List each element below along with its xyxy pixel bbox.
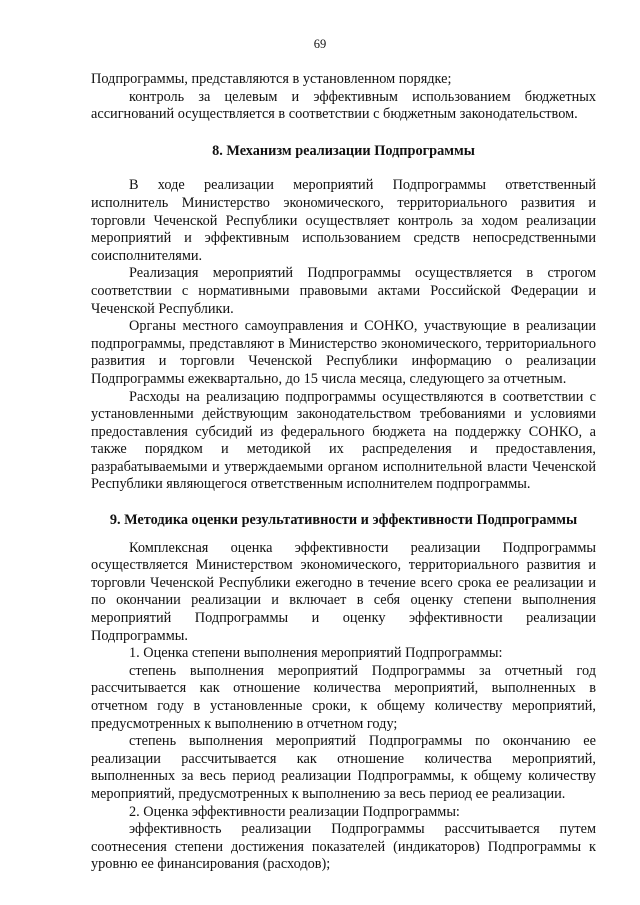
- section-heading-9: 9. Методика оценки результативности и эффективности Подпрограммы: [109, 512, 578, 529]
- paragraph: Расходы на реализацию подпрограммы осуществляются в соответствии с установленными действующим законодательством требованиями и условиями предоставления субсидий из федерального бюджета на поддержку СОНКО, а также порядком и методикой их распределения и предоставления, разрабатываемыми и утверждаемыми органом исполнительной власти Чеченской Республики являющегося ответственным исполнителем подпрограммы.: [91, 388, 596, 493]
- paragraph: Подпрограммы, представляются в установленном порядке;: [91, 71, 452, 87]
- document-body: [91, 71, 596, 874]
- section-heading-8: 8. Механизм реализации Подпрограммы: [212, 142, 475, 159]
- paragraph: Реализация мероприятий Подпрограммы осуществляется в строгом соответствии с нормативными правовыми актами Российской Федерации и Чеченской Республики.: [91, 265, 596, 317]
- list-item: 1. Оценка степени выполнения мероприятий Подпрограммы:: [129, 645, 503, 662]
- paragraph: В ходе реализации мероприятий Подпрограммы ответственный исполнитель Министерство экономического, территориального развития и торговли Чеченской Республики осуществляет контроль за ходом реализации мероприятий и эффективным использованием средств непосредственными соисполнителями.: [91, 177, 596, 264]
- paragraph: степень выполнения мероприятий Подпрограммы за отчетный год рассчитывается как отношение количества мероприятий, выполненных в отчетном году в установленные сроки, к общему количеству мероприятий, предусмотренных к выполнению в отчетном году;: [91, 662, 596, 732]
- paragraph: степень выполнения мероприятий Подпрограммы по окончанию ее реализации рассчитывается как отношение количества мероприятий, выполненных за весь период реализации Подпрограммы, к общему количеству мероприятий, предусмотренных к выполнению за весь период ее реализации.: [91, 733, 596, 802]
- paragraph: контроль за целевым и эффективным использованием бюджетных ассигнований осуществляется в соответствии с бюджетным законодательством.: [91, 88, 596, 123]
- list-item: 2. Оценка эффективности реализации Подпрограммы:: [129, 803, 460, 820]
- paragraph: эффективность реализации Подпрограммы рассчитывается путем соотнесения степени достижения показателей (индикаторов) Подпрограммы к уровню ее финансирования (расходов);: [91, 821, 596, 873]
- paragraph: Органы местного самоуправления и СОНКО, участвующие в реализации подпрограммы, представляют в Министерство экономического, территориального развития и торговли Чеченской Республики информацию о реализации Подпрограммы ежеквартально, до 15 числа месяца, следующего за отчетным.: [91, 318, 596, 387]
- paragraph: Комплексная оценка эффективности реализации Подпрограммы осуществляется Министерством экономического, территориального развития и торговли Чеченской Республики ежегодно в течение всего срока ее реализации и по окончании реализации и включает в себя оценку степени выполнения мероприятий Подпрограммы и оценку эффективности реализации Подпрограммы.: [91, 539, 596, 644]
- page-number: 69: [313, 37, 327, 51]
